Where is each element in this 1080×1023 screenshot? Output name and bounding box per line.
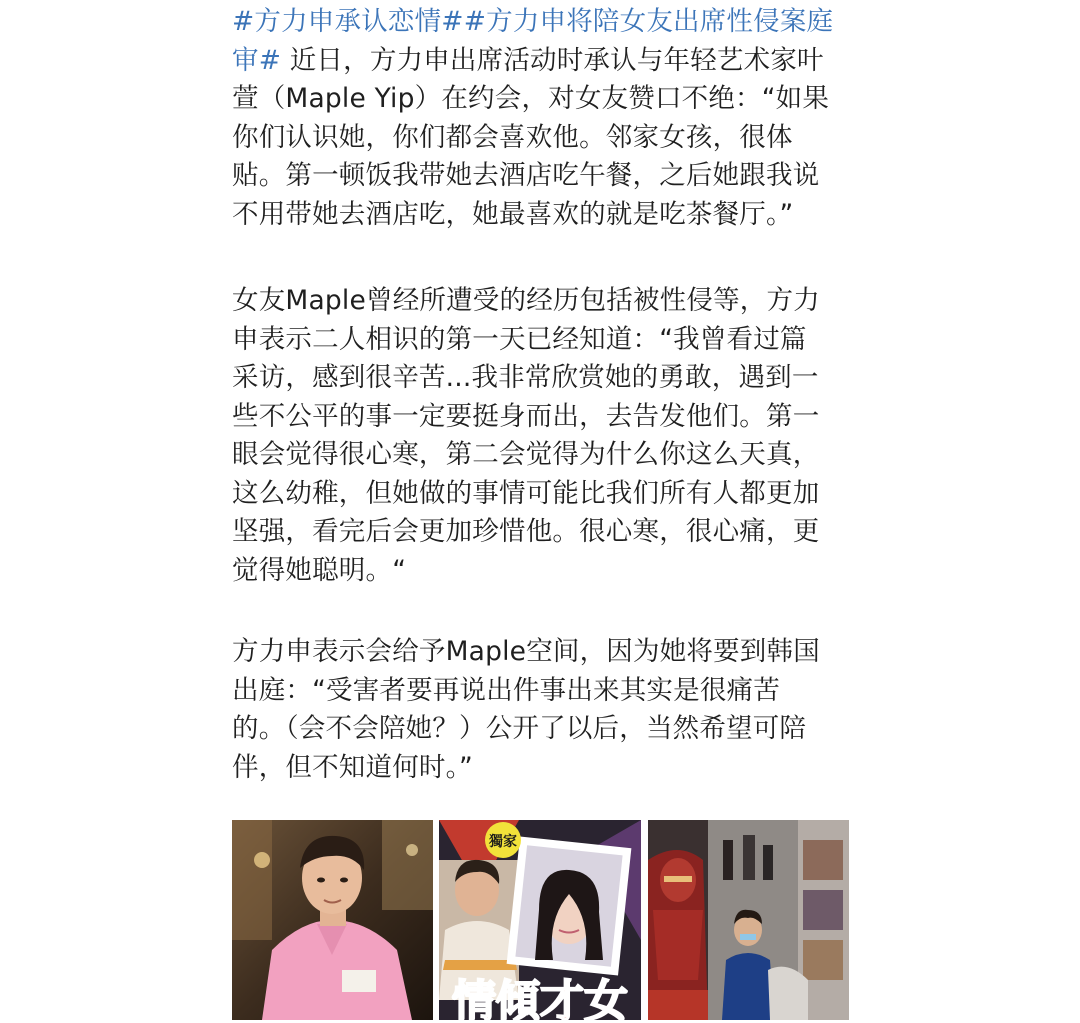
photo-shop-scene: [648, 820, 849, 1020]
text-line: 你们认识她，你们都会喜欢他。邻家女孩，很体: [232, 121, 793, 153]
paragraph-1-line-2: [232, 42, 852, 81]
text-line: 采访，感到很辛苦...我非常欣赏她的勇敢，遇到一: [232, 362, 819, 393]
paragraph-2: [232, 282, 852, 590]
text-line: 的。（会不会陪她？）公开了以后，当然希望可陪: [232, 713, 807, 744]
text-line: 出庭：“受害者要再说出件事出来其实是很痛苦: [232, 674, 780, 706]
exclusive-badge-text: 獨家: [489, 834, 517, 850]
hashtag-link[interactable]: 审#: [232, 44, 282, 76]
paragraph-1-line-1: [232, 3, 852, 42]
paragraph-1: [232, 3, 852, 234]
photo-grid: [232, 820, 849, 1020]
text-line: 眼会觉得很心寒，第二会觉得为什么你这么天真，: [232, 439, 820, 470]
text-line: 申表示二人相识的第一天已经知道：“我曾看过篇: [232, 323, 807, 355]
hashtag-link[interactable]: #方力申承认恋情#: [232, 6, 464, 37]
text-line: 这么幼稚，但她做的事情可能比我们所有人都更加: [232, 477, 820, 509]
photo-man-pink-shirt: [232, 820, 433, 1020]
text-span: 近日，方力申出席活动时承认与年轻艺术家叶: [281, 44, 824, 76]
text-line: 方力申表示会给予Maple空间，因为她将要到韩国: [232, 636, 820, 667]
text-line: 坚强，看完后会更加珍惜他。很心寒，很心痛，更: [232, 516, 820, 547]
text-line: 觉得她聪明。“: [232, 554, 407, 586]
photo-thumbnail-2[interactable]: [439, 820, 641, 1020]
text-line: 伴，但不知道何时。”: [232, 751, 473, 783]
photo-magazine-collage: [439, 820, 641, 1020]
photo-thumbnail-1[interactable]: [232, 820, 433, 1020]
text-line: 些不公平的事一定要挺身而出，去告发他们。第一: [232, 400, 820, 432]
hashtag-link[interactable]: #方力申将陪女友出席性侵案庭: [463, 6, 834, 37]
text-line: 萱（Maple Yip）在约会，对女友赞口不绝：“如果: [232, 83, 830, 114]
text-line: 贴。第一顿饭我带她去酒店吃午餐，之后她跟我说: [232, 160, 820, 191]
text-line: 不用带她去酒店吃，她最喜欢的就是吃茶餐厅。”: [232, 198, 794, 230]
text-line: 女友Maple曾经所遭受的经历包括被性侵等，方力: [232, 285, 820, 316]
photo-thumbnail-3[interactable]: [648, 820, 849, 1020]
photo-caption-text: 情傾才女: [452, 976, 628, 1020]
paragraph-3: [232, 633, 852, 787]
